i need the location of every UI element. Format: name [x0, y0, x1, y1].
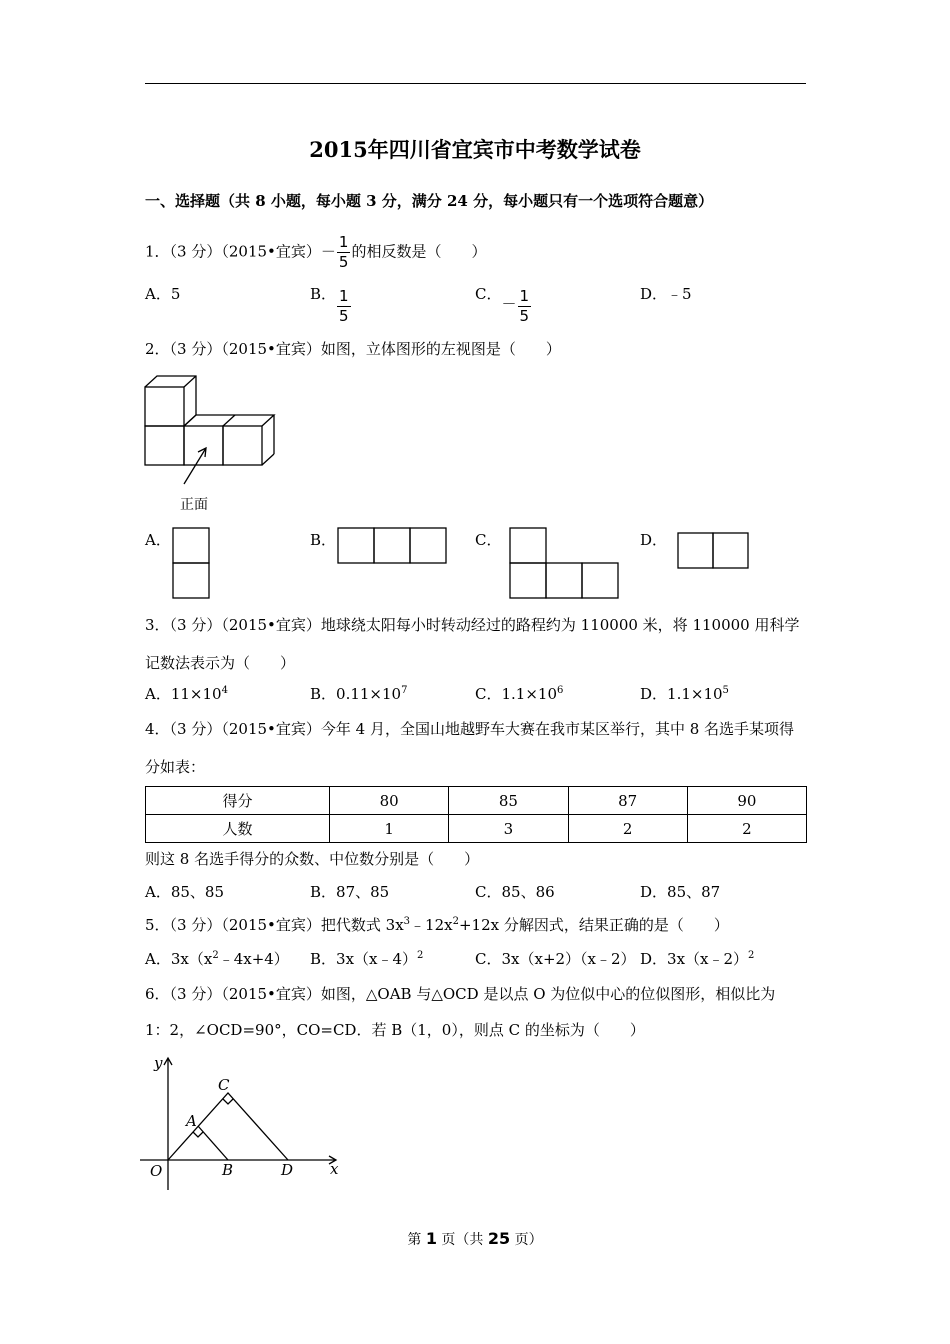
q5-d-label: D． [640, 950, 668, 968]
q5-b-label: B． [310, 950, 337, 968]
footer-mid: 页（共 [436, 1232, 488, 1248]
question-6-line-1: 6．（3 分）（2015•宜宾）如图，△OAB 与△OCD 是以点 O 为位似中心的位似图形，相似比为 [145, 985, 776, 1003]
q6-coordinate-figure [140, 1048, 350, 1198]
footer-pre: 第 [407, 1232, 426, 1248]
q6-label-y: y [154, 1054, 163, 1072]
table-cell: 87 [568, 787, 687, 815]
q3-c-base: 1.1×10 [501, 685, 557, 703]
table-cell: 80 [330, 787, 449, 815]
q3-d-exp: 5 [722, 685, 729, 696]
q4-option-a: A．85、85 [145, 883, 225, 901]
q5-stem-b: ﹣12x [410, 916, 453, 934]
q2-front-label: 正面 [180, 497, 208, 513]
q5-c-label: C． [475, 950, 502, 968]
q1-frac-den: 5 [338, 253, 349, 271]
q2-option-d-label: D． [640, 531, 668, 549]
top-rule [145, 83, 806, 84]
q5-c-text: 3x（x+2）（x﹣2） [501, 950, 636, 968]
q1-b-den: 5 [339, 307, 349, 325]
question-2: 2．（3 分）（2015•宜宾）如图，立体图形的左视图是（ ） [145, 340, 561, 358]
q6-label-b: B [222, 1161, 234, 1179]
q1-b-num: 1 [339, 287, 349, 305]
table-cell: 得分 [146, 787, 330, 815]
q1-stem-b: 的相反数是（ ） [351, 242, 487, 261]
q1-neg: － [320, 242, 336, 261]
q4-score-table [145, 786, 807, 843]
q5-a-exp: 2 [212, 950, 219, 961]
q3-c-label: C． [475, 685, 502, 703]
q6-label-d: D [281, 1161, 294, 1179]
q2-option-b-figure [337, 527, 449, 565]
question-4-line-2: 分如表： [145, 758, 206, 776]
q5-a-label: A． [145, 950, 171, 968]
footer-post: 页） [510, 1232, 543, 1248]
question-5 [145, 914, 729, 935]
table-cell: 90 [687, 787, 806, 815]
q5-b-pre: 3x（x﹣4） [336, 950, 418, 968]
q4-option-c: C．85、86 [475, 883, 555, 901]
q1-fraction [337, 233, 351, 272]
q2-option-a-label: A． [145, 531, 171, 549]
section-heading: 一、选择题（共 8 小题，每小题 3 分，满分 24 分，每小题只有一个选项符合题意） [145, 192, 714, 210]
q1-c-num: 1 [519, 287, 530, 305]
page-title: 2015年四川省宜宾市中考数学试卷 [309, 137, 641, 162]
q1-option-b-label: B． [310, 285, 337, 303]
q2-solid-figure [140, 372, 290, 517]
q6-label-c: C [218, 1076, 230, 1094]
q2-option-a-figure [172, 527, 212, 601]
q5-stem-c: +12x 分解因式，结果正确的是（ ） [458, 916, 729, 934]
q3-b-base: 0.11×10 [336, 685, 402, 703]
q3-a-exp: 4 [221, 685, 228, 696]
q5-b-exp: 2 [417, 950, 424, 961]
q5-option-b [310, 948, 423, 969]
q1-stem-a: 1．（3 分）（2015•宜宾） [145, 242, 321, 261]
question-3-line-2: 记数法表示为（ ） [145, 654, 296, 672]
q5-exp-2: 2 [452, 916, 459, 927]
q6-label-o: O [150, 1162, 163, 1180]
q3-d-base: 1.1×10 [667, 685, 723, 703]
q6-label-x: x [330, 1160, 339, 1178]
q3-option-c [475, 683, 563, 704]
q1-option-b [310, 283, 352, 326]
q5-a-post: ﹣4x+4） [218, 950, 289, 968]
q1-frac-num: 1 [338, 233, 349, 251]
q5-d-exp: 2 [748, 950, 755, 961]
q1-c-den: 5 [519, 307, 530, 325]
q2-option-b-label: B． [310, 531, 337, 549]
q3-option-a [145, 683, 228, 704]
q5-d-pre: 3x（x﹣2） [667, 950, 749, 968]
q5-option-a [145, 948, 289, 969]
q3-option-b [310, 683, 407, 704]
table-cell: 2 [568, 815, 687, 843]
q5-option-d [640, 948, 754, 969]
table-cell: 3 [449, 815, 568, 843]
q1-option-c-label: C． [475, 285, 502, 303]
q4-option-b: B．87、85 [310, 883, 390, 901]
q5-a-pre: 3x（x [170, 950, 213, 968]
question-6-line-2: 1：2，∠OCD=90°，CO=CD．若 B（1，0），则点 C 的坐标为（ ） [145, 1021, 645, 1039]
q4-option-d: D．85、87 [640, 883, 721, 901]
q1-option-c [475, 283, 532, 326]
q5-exp-1: 3 [403, 916, 411, 927]
q1-option-c-fraction [518, 287, 532, 326]
q2-option-c-label: C． [475, 531, 502, 549]
table-row [146, 815, 807, 843]
q3-c-exp: 6 [557, 685, 564, 696]
page-footer [0, 1229, 950, 1249]
footer-page-number: 1 [425, 1229, 437, 1248]
q3-b-label: B． [310, 685, 337, 703]
question-4-after: 则这 8 名选手得分的众数、中位数分别是（ ） [145, 850, 480, 868]
question-4-line-1: 4．（3 分）（2015•宜宾）今年 4 月，全国山地越野车大赛在我市某区举行，其中 8 名选手某项得 [145, 720, 795, 738]
table-cell: 人数 [146, 815, 330, 843]
q3-d-label: D． [640, 685, 668, 703]
question-3-line-1: 3．（3 分）（2015•宜宾）地球绕太阳每小时转动经过的路程约为 110000 米，将 110000 用科学 [145, 616, 800, 634]
q5-stem-a: 5．（3 分）（2015•宜宾）把代数式 3x [145, 916, 404, 934]
question-1 [145, 233, 486, 272]
q3-a-label: A． [145, 685, 171, 703]
q3-a-base: 11×10 [170, 685, 222, 703]
q2-option-d-figure [677, 532, 752, 570]
q3-option-d [640, 683, 729, 704]
q3-b-exp: 7 [401, 685, 408, 696]
table-cell: 1 [330, 815, 449, 843]
q5-option-c [475, 948, 636, 969]
q1-c-neg: － [501, 295, 517, 313]
table-cell: 2 [687, 815, 806, 843]
footer-total-pages: 25 [487, 1229, 511, 1248]
q1-option-b-fraction [337, 287, 351, 326]
q1-option-a: A．5 [145, 285, 181, 303]
table-row [146, 787, 807, 815]
q6-label-a: A [186, 1112, 197, 1130]
q1-option-d: D．﹣5 [640, 285, 692, 303]
q2-option-c-figure [509, 527, 621, 601]
table-cell: 85 [449, 787, 568, 815]
